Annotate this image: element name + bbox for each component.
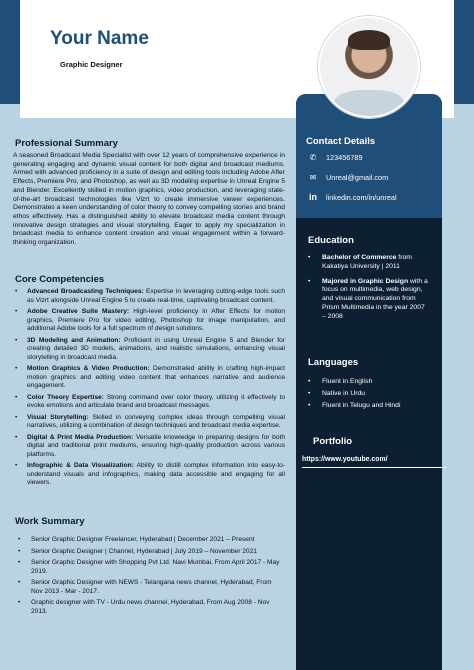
- education-degree: Majored in Graphic Design: [322, 277, 409, 285]
- job-title: Graphic Designer: [60, 60, 123, 69]
- profile-photo: [318, 16, 420, 118]
- contact-email: [306, 171, 388, 183]
- linkedin-icon: in: [309, 192, 317, 202]
- education-detail: from Kakatiya University | 2011: [322, 254, 412, 270]
- competency-item: [13, 462, 285, 488]
- competency-text: Versatile knowledge in preparing designs for both digital and traditional print mediums, ensuring high-quality production across various platforms.: [27, 433, 286, 458]
- competency-title: Motion Graphics & Video Production:: [27, 365, 150, 372]
- email-address[interactable]: Unreal@gmail.com: [326, 172, 389, 182]
- competency-item: [13, 365, 285, 391]
- work-item: • Senior Graphic Designer Freelancer, Hyderabad | December 2021 – Present: [16, 536, 284, 545]
- competencies-heading: Core Competencies: [15, 274, 105, 285]
- competencies-list: [13, 288, 285, 491]
- portfolio-link[interactable]: https://www.youtube.com/: [302, 456, 388, 463]
- photo-shirt: [334, 90, 404, 118]
- work-item: • Senior Graphic Designer | Channel, Hyderabad | July 2019 – November 2021: [16, 548, 284, 557]
- education-detail: with a focus on multimedia, web design, and visual communication from Prism Multimedia in the year 2007 – 2008: [322, 277, 428, 320]
- contact-linkedin: [306, 191, 397, 203]
- competency-text: Strong command over color theory, utilizing it effectively to evoke emotions and articulate brand and broadcast messages.: [27, 393, 285, 409]
- languages-list: [306, 376, 430, 412]
- education-heading: Education: [308, 235, 354, 246]
- education-degree: Bachelor of Commerce: [322, 254, 397, 261]
- summary-heading: Professional Summary: [15, 138, 118, 149]
- competency-item: [13, 288, 285, 305]
- competency-item: [13, 414, 285, 431]
- work-item: • Senior Graphic Designer with NEWS - Telangana news channel, Hyderabad, From Nov 2013 - Mar - 2017.: [16, 579, 284, 596]
- work-list: [16, 536, 284, 619]
- competency-title: Infographic & Data Visualization:: [27, 462, 134, 469]
- candidate-name: Your Name: [50, 28, 149, 49]
- competency-title: Digital & Print Media Production:: [27, 433, 134, 441]
- competency-item: [13, 337, 285, 363]
- language-item: • Native in Urdu: [306, 388, 430, 400]
- competency-text: Expertise in leveraging cutting-edge tools such as Vizrt alongside Unreal Engine 5 to create real-time, captivating broadcast content.: [27, 288, 285, 304]
- education-item: [306, 254, 430, 272]
- competency-item: [13, 394, 285, 411]
- competency-text: Proficient in using Unreal Engine 5 and Blender for creating detailed 3D models, animations, and realistic simulations, enhancing visual storytelling in broadcast media.: [27, 336, 285, 361]
- portfolio-heading: Portfolio: [313, 436, 353, 447]
- competency-item: [13, 434, 285, 460]
- competency-text: Skilled in conveying complex ideas through compelling visual narratives, utilizing a combination of design techniques and broadcast media expertise.: [27, 413, 285, 429]
- mail-icon: ✉: [309, 172, 317, 182]
- work-item: • Graphic designer with TV - Urdu news channel, Hyderabad, From Aug 2008 - Nov 2013.: [16, 599, 284, 616]
- competency-title: Visual Storytelling:: [27, 413, 89, 421]
- photo-hair: [348, 30, 390, 50]
- education-list: [306, 254, 430, 328]
- linkedin-url[interactable]: linkedin.com/in/unreal: [326, 192, 397, 202]
- portfolio-underline: [302, 467, 446, 468]
- summary-text: A seasoned Broadcast Media Specialist with over 12 years of comprehensive experience in generating engaging and dynamic visual content for both digital and broadcast mediums. Armed with advanced proficiency in a suite of design and editing tools including Adobe After Effects, Premiere Pro, and Photoshop, as well as 3D modeling expertise in Unreal Engine 5 and Blender. Excellently skilled in motion graphics, video production, and leveraging state-of-the-art broadcast technologies like Vizrt to create immersive viewer experiences. Demonstrates a keen understanding of color theory to convey compelling stories and brand ethos effectively. Has a distinguished ability to elevate broadcast media content through innovative design strategies and visual storytelling. Eager to apply my specialization in broadcast media to enhance content creation and visual engagement within a forward-thinking organization.: [13, 152, 285, 247]
- competency-item: [13, 308, 285, 334]
- phone-icon: ✆: [309, 152, 317, 162]
- work-heading: Work Summary: [15, 516, 85, 527]
- competency-text: Ability to distill complex information into easy-to-understand visuals and infographics, making data accessible and engaging for all viewers.: [27, 462, 286, 486]
- education-item: [306, 278, 430, 322]
- contact-heading: Contact Details: [306, 136, 376, 147]
- competency-text: High-level proficiency in After Effects for motion graphics, Premiere Pro for video editing, Photoshop for image manipulation, and additional Adobe tools for a full spectrum of design solutions.: [27, 308, 285, 332]
- phone-number: 123456789: [326, 152, 363, 162]
- work-item: • Senior Graphic Designer with Shopping Pvt Ltd. Navi Mumbai, From April 2017 - May 2019.: [16, 559, 284, 576]
- languages-heading: Languages: [308, 357, 359, 368]
- language-item: • Fluent in Telugu and Hindi: [306, 400, 430, 412]
- competency-text: Demonstrated ability in crafting high-impact motion graphics and editing video content that enhances narrative and audience engagement.: [27, 365, 285, 389]
- competency-title: Adobe Creative Suite Mastery:: [27, 308, 130, 315]
- competency-title: Advanced Broadcasting Techniques:: [27, 288, 144, 295]
- competency-title: Color Theory Expertise:: [27, 393, 104, 401]
- contact-phone: [306, 151, 363, 163]
- language-item: • Fluent in English: [306, 376, 430, 388]
- competency-title: 3D Modeling and Animation:: [27, 336, 121, 344]
